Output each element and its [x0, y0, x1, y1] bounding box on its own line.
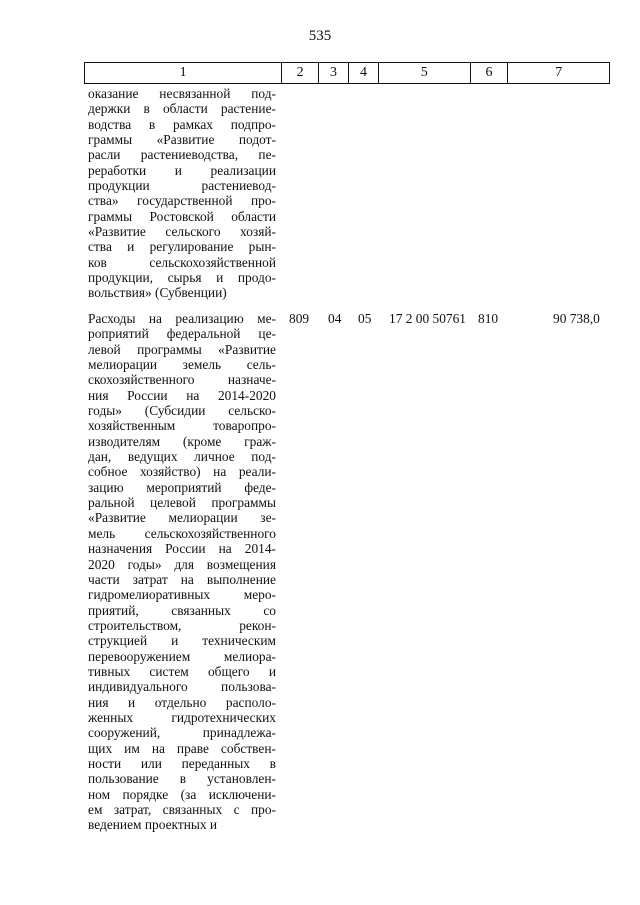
description-line: граммы Ростовской области [88, 208, 276, 224]
description-line: ков сельскохозяйственной [88, 254, 276, 270]
description-line: части затрат на выполнение [88, 571, 276, 587]
table-row-2-amount: 90 738,0 [553, 311, 600, 326]
column-header-7: 7 [555, 65, 563, 80]
description-line: ем затрат, связанных с про- [88, 802, 276, 817]
description-line: продукции растениевод- [88, 178, 276, 194]
page-number: 535 [308, 28, 332, 44]
description-line: пользование в установлен- [88, 771, 276, 787]
description-line: тивных систем общего и [88, 663, 276, 679]
column-header-1: 1 [85, 63, 282, 83]
description-line: роприятий федеральной це- [88, 326, 276, 342]
description-line: приятий, связанных со [88, 602, 276, 618]
description-line: граммы «Развитие подот- [88, 132, 276, 148]
description-line: изводителям (кроме граж- [88, 433, 276, 449]
description-line: ведением проектных и [88, 817, 218, 833]
description-line: годы» (Субсидии сельско- [88, 403, 276, 419]
description-line: 2020 годы» для возмещения [88, 556, 276, 572]
column-header-3: 3 [319, 63, 349, 83]
description-line: зацию мероприятий феде- [88, 479, 276, 495]
description-line: назначения России на 2014- [88, 541, 276, 557]
description-line: левой программы «Развитие [88, 341, 276, 357]
description-line: собное хозяйство) на реали- [88, 464, 276, 480]
description-line: щих им на праве собствен- [88, 740, 276, 756]
column-header-6: 6 [471, 63, 509, 83]
description-line: ном порядке (за исключени- [88, 786, 276, 802]
description-line: скохозяйственного назначе- [88, 372, 276, 388]
description-line: ности или переданных в [88, 755, 276, 771]
column-header-4: 4 [349, 63, 379, 83]
description-line: «Развитие сельского хозяй- [88, 224, 276, 240]
description-line: продукции, сырья и продо- [88, 270, 276, 286]
table-row-2-section-code: 04 [328, 311, 342, 326]
description-line: перевооружением мелиора- [88, 648, 276, 664]
table-row-2-ministry-code: 809 [289, 311, 310, 326]
description-line: Расходы на реализацию ме- [88, 311, 276, 326]
description-line: индивидуального пользова- [88, 679, 276, 695]
description-line: дан, ведущих личное под- [88, 449, 276, 465]
column-header-5: 5 [379, 63, 471, 83]
description-line: вольствия» (Субвенции) [88, 285, 227, 301]
table-header-row [84, 62, 610, 84]
description-line: реработки и реализации [88, 162, 276, 178]
description-line: ния и отдельно располо- [88, 694, 276, 710]
table-row-2-expense-type: 810 [478, 311, 499, 326]
description-line: женных гидротехнических [88, 709, 276, 725]
table-row-2-target-article: 17 2 00 50761 [389, 311, 466, 326]
table-row-2-subsection-code: 05 [358, 311, 372, 326]
column-header-2: 2 [282, 63, 319, 83]
description-line: гидромелиоративных меро- [88, 587, 276, 603]
description-line: держки в области растение- [88, 101, 276, 117]
table-row-1-description [88, 86, 276, 301]
description-line: ральной целевой программы [88, 495, 276, 511]
description-line: «Развитие мелиорации зе- [88, 510, 276, 526]
description-line: струкцией и техническим [88, 633, 276, 649]
description-line: оказание несвязанной под- [88, 86, 276, 101]
description-line: расли растениеводства, пе- [88, 147, 276, 163]
description-line: ства» государственной про- [88, 193, 276, 209]
description-line: ния России на 2014-2020 [88, 387, 276, 403]
description-line: хозяйственным товаропро- [88, 418, 276, 434]
description-line: строительством, рекон- [88, 617, 276, 633]
description-line: сооружений, принадлежа- [88, 725, 276, 741]
description-line: водства в рамках подпро- [88, 116, 276, 132]
description-line: мелиорации земель сель- [88, 357, 276, 373]
description-line: мель сельскохозяйственного [88, 525, 276, 541]
description-line: ства и регулирование рын- [88, 239, 276, 255]
table-row-2-description [88, 311, 276, 833]
